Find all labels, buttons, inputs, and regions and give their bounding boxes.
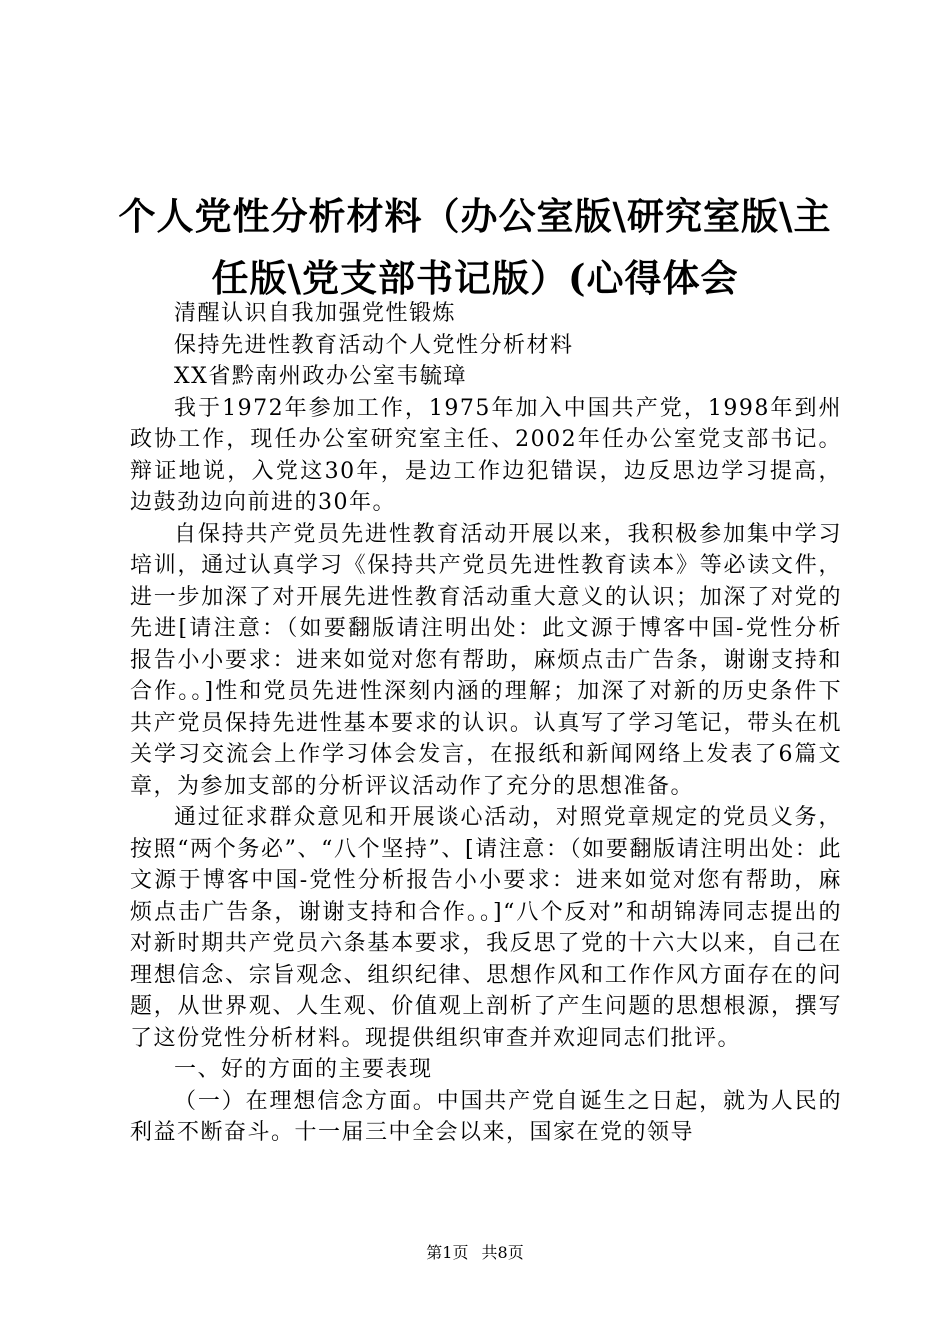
paragraph-ideals: （一）在理想信念方面。中国共产党自诞生之日起，就为人民的利益不断奋斗。十一届三中全会以来，国家在党的领导 bbox=[130, 1088, 842, 1145]
section-heading: 一、好的方面的主要表现 bbox=[174, 1057, 433, 1082]
paragraph-intro: 我于1972年参加工作，1975年加入中国共产党，1998年到州政协工作，现任办公室研究室主任、2002年任办公室党支部书记。辩证地说，入党这30年，是边工作边犯错误，边反思边学习提高，边鼓劲边向前进的30年。 bbox=[130, 395, 842, 515]
document-title: 个人党性分析材料（办公室版\研究室版\主任版\党支部书记版）(心得体会 bbox=[118, 194, 832, 300]
document-body bbox=[130, 298, 842, 1149]
subheading-2: 保持先进性教育活动个人党性分析材料 bbox=[174, 332, 574, 358]
paragraph-reflection: 通过征求群众意见和开展谈心活动，对照党章规定的党员义务，按照“两个务必”、“八个坚持”、[请注意：（如要翻版请注明出处：此文源于博客中国-党性分析报告小小要求：进来如觉对您有帮助，麻烦点击广告条，谢谢支持和合作。。]“八个反对”和胡锦涛同志提出的对新时期共产党员六条基本要求，我反思了党的十六大以来，自己在理想信念、宗旨观念、组织纪律、思想作风和工作作风方面存在的问题，从世界观、人生观、价值观上剖析了产生问题的思想根源，撰写了这份党性分析材料。现提供组织审查并欢迎同志们批评。 bbox=[130, 805, 842, 1051]
page-footer bbox=[0, 1243, 950, 1263]
page-number: 第1页 bbox=[426, 1243, 469, 1262]
page-total: 共8页 bbox=[481, 1243, 524, 1262]
subheading-1: 清醒认识自我加强党性锻炼 bbox=[174, 301, 457, 326]
paragraph-study: 自保持共产党员先进性教育活动开展以来，我积极参加集中学习培训，通过认真学习《保持共产党员先进性教育读本》等必读文件，进一步加深了对开展先进性教育活动重大意义的认识；加深了对党的先进[请注意：（如要翻版请注明出处：此文源于博客中国-党性分析报告小小要求：进来如觉对您有帮助，麻烦点击广告条，谢谢支持和合作。。]性和党员先进性深刻内涵的理解；加深了对新的历史条件下共产党员保持先进性基本要求的认识。认真写了学习笔记，带头在机关学习交流会上作学习体会发言，在报纸和新闻网络上发表了6篇文章，为参加支部的分析评议活动作了充分的思想准备。 bbox=[130, 521, 842, 799]
author-line: XX省黔南州政办公室韦毓璋 bbox=[174, 364, 467, 389]
